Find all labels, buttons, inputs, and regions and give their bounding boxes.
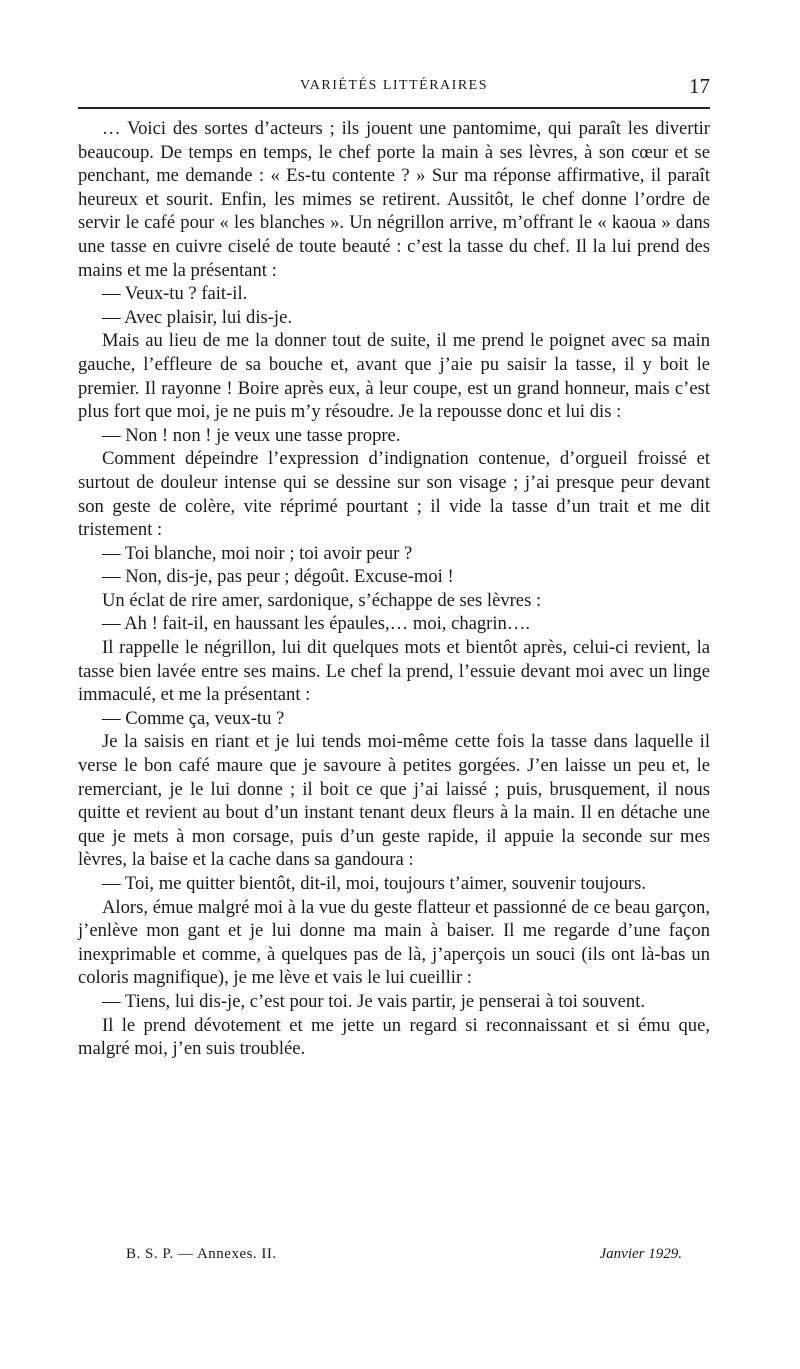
paragraph: — Veux-tu ? fait-il. [102,283,248,305]
paragraph: — Non ! non ! je veux une tasse propre. [102,424,401,446]
paragraph: — Toi, me quitter bientôt, dit-il, moi, toujours t’aimer, souvenir toujours. [102,873,646,894]
paragraph: — Tiens, lui dis-je, c’est pour toi. Je vais partir, je penserai à toi souvent. [102,990,646,1012]
paragraph: Un éclat de rire amer, sardonique, s’échappe de ses lèvres : [102,589,542,611]
paragraph: … Voici des sortes d’acteurs ; ils jouent une pantomime, qui paraît les divertir beaucoup. De temps en temps, le chef porte la main à ses lèvres, à son cœur et se penchant, me demande : « Es-tu contente ? » Sur ma réponse affirmative, il paraît heureux et sourit. Enfin, les mimes se retirent. Aussitôt, le chef donne l’ordre de servir le café pour « les blanches ». Un négrillon arrive, m’offrant le « kaoua » dans une tasse en cuivre ciselé de toute beauté : c’est la tasse du chef. Il la lui prend des mains et me la présentant : [78,118,710,281]
paragraph: Mais au lieu de me la donner tout de suite, il me prend le poignet avec sa main gauche, l’effleure de sa bouche et, avant que j’aie pu saisir la tasse, il y boit le premier. Il rayonne ! Boire après eux, à leur coupe, est un grand honneur, mais c’est plus fort que moi, je ne puis m’y résoudre. Je la repousse donc et lui dis : [78,330,710,423]
footer-date: Janvier 1929. [599,1246,682,1262]
body-text [78,117,710,1061]
paragraph: Il le prend dévotement et me jette un regard si reconnaissant et si ému que, malgré moi, j’en suis troublée. [78,1014,710,1060]
paragraph: Comment dépeindre l’expression d’indignation contenue, d’orgueil froissé et surtout de douleur intense qui se dessine sur son visage ; j’ai presque peur devant son geste de colère, vite réprimé pourtant ; il vide la tasse d’un trait et me dit tristement : [78,448,710,541]
paragraph: Il rappelle le négrillon, lui dit quelques mots et bientôt après, celui-ci revient, la tasse bien lavée entre ses mains. Le chef la prend, l’essuie devant moi avec un linge immaculé, et me la présentant : [78,637,710,706]
header-rule [78,107,710,109]
paragraph: — Comme ça, veux-tu ? [102,707,285,729]
paragraph: — Avec plaisir, lui dis-je. [102,306,292,328]
paragraph: Je la saisis en riant et je lui tends moi-même cette fois la tasse dans laquelle il verse le bon café maure que je savoure à petites gorgées. J’en laisse un peu et, le remerciant, je le lui donne ; il boit ce que j’ai laissé ; puis, brusquement, il nous quitte et revient au bout d’un instant tenant deux fleurs à la main. Il en détache une que je mets à mon corsage, puis d’un geste rapide, il appuie la seconde sur mes lèvres, la baise et la cache dans sa gandoura : [78,731,710,871]
page-number: 17 [689,74,710,98]
paragraph: Alors, émue malgré moi à la vue du geste flatteur et passionné de ce beau garçon, j’enlève mon gant et je lui donne ma main à baiser. Il me regarde d’une façon inexprimable et comme, à quelques pas de là, j’aperçois un souci (ils ont là-bas un coloris magnifique), je me lève et vais le lui cueillir : [78,896,710,989]
paragraph: — Non, dis-je, pas peur ; dégoût. Excuse-moi ! [102,566,454,588]
footer-publication: B. S. P. — Annexes. II. [126,1246,277,1262]
running-head [78,74,710,100]
running-title: VARIÉTÉS LITTÉRAIRES [299,78,488,93]
paragraph: — Toi blanche, moi noir ; toi avoir peur ? [102,542,413,564]
paragraph: — Ah ! fait-il, en haussant les épaules,… moi, chagrin…. [102,613,531,635]
